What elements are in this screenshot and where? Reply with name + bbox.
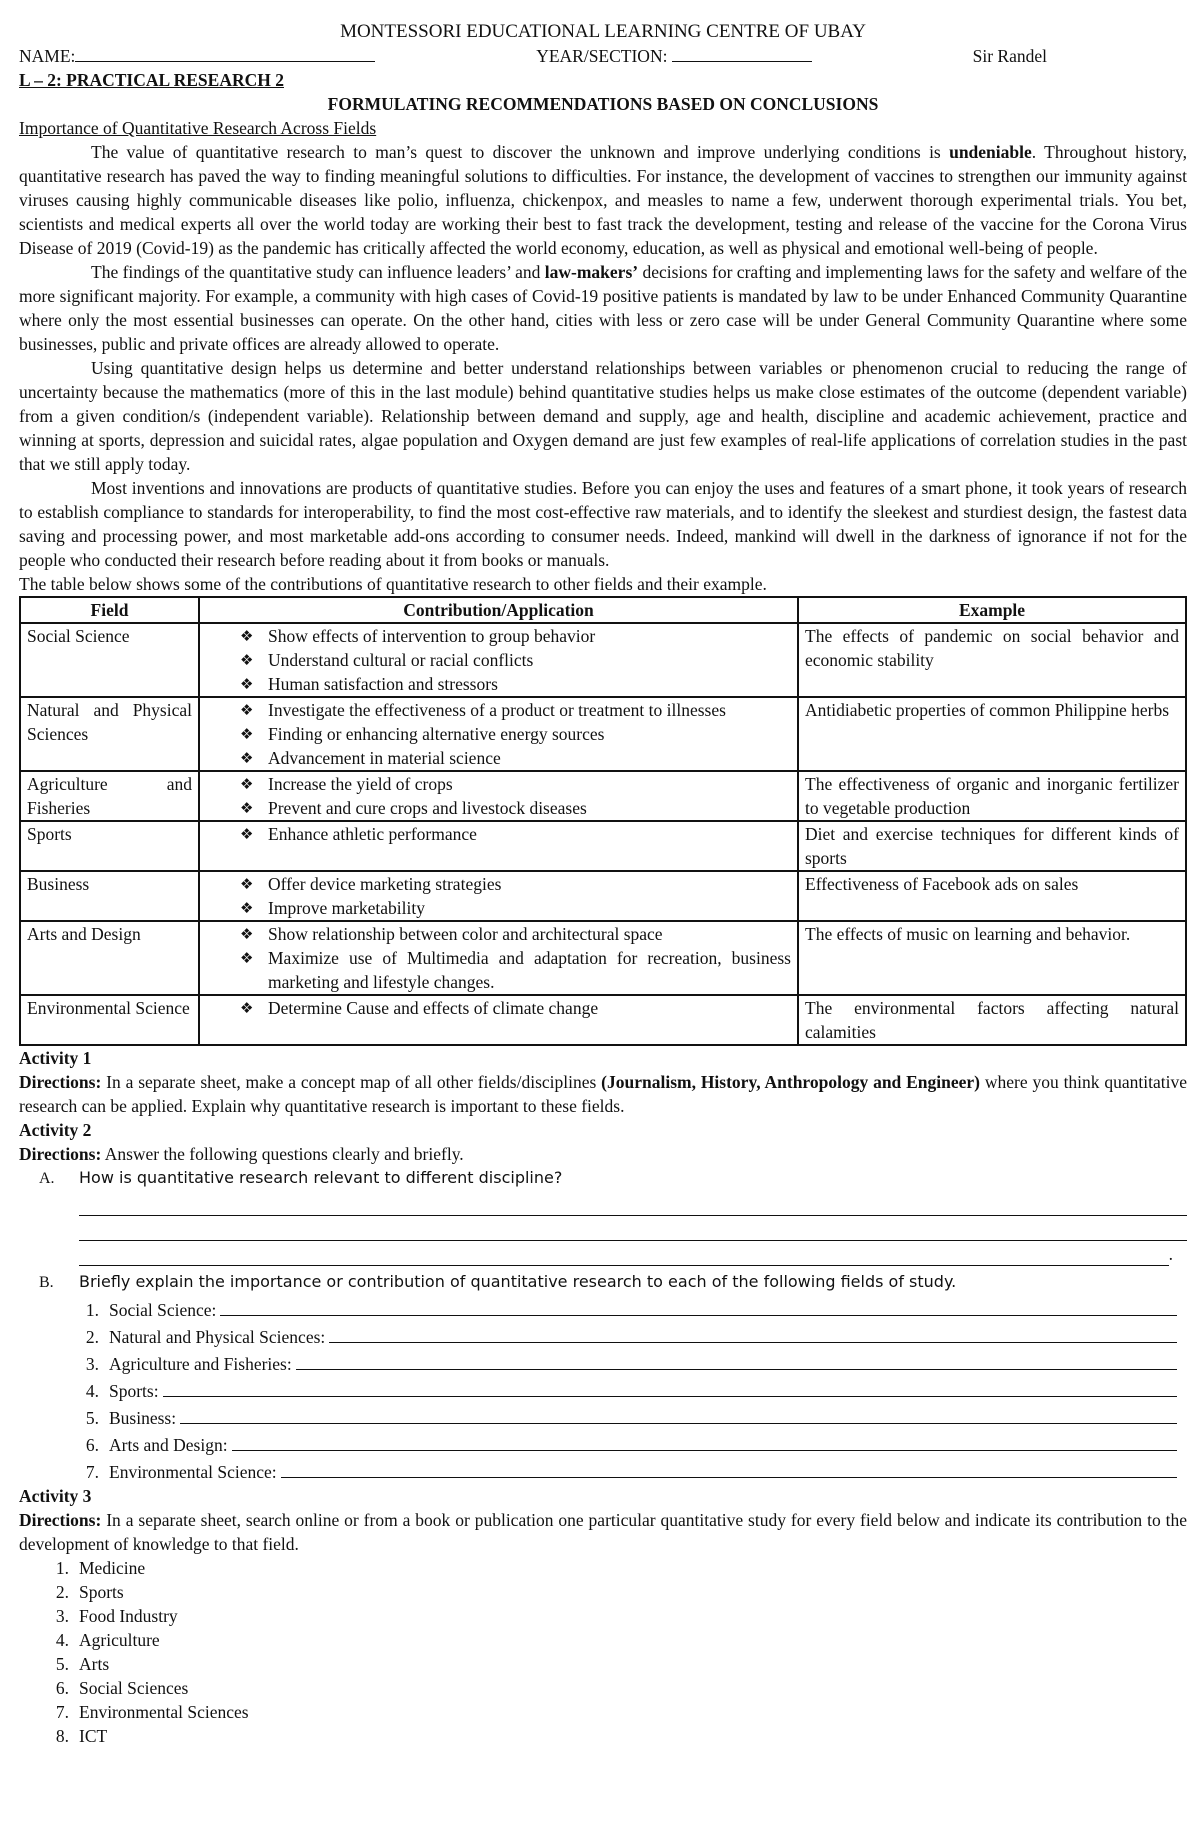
- contribution-item: ❖ Investigate the effectiveness of a product or treatment to illnesses: [240, 698, 791, 722]
- contribution-item: ❖ Determine Cause and effects of climate change: [240, 996, 791, 1020]
- item-number: 7.: [55, 1702, 69, 1722]
- field-label: Social Science:: [109, 1300, 217, 1320]
- field-label: Business:: [109, 1408, 177, 1428]
- item-number: 2.: [85, 1327, 99, 1347]
- activity-3-text: In a separate sheet, search online or from a book or publication one particular quantitative study for every field below and indicate its contribution to the development of knowledge to that field.: [19, 1510, 1187, 1554]
- field-answer-item: [19, 1349, 1177, 1376]
- table-row: [20, 771, 1186, 821]
- field-name: Environmental Sciences: [79, 1702, 249, 1722]
- teacher-name: Sir Randel: [972, 46, 1047, 66]
- contribution-cell: [199, 821, 798, 871]
- example-cell: The effects of pandemic on social behavior and economic stability: [798, 623, 1186, 697]
- contribution-item: ❖ Increase the yield of crops: [240, 772, 791, 796]
- contribution-list: [200, 698, 791, 770]
- directions-label: Directions:: [19, 1072, 102, 1092]
- section-subtitle: Importance of Quantitative Research Across Fields: [19, 118, 377, 138]
- field-answer-item: [19, 1322, 1177, 1349]
- field-name: Agriculture: [79, 1630, 160, 1650]
- paragraph-2: [19, 260, 1187, 356]
- table-row: [20, 995, 1186, 1045]
- field-answer-item: [19, 1403, 1177, 1430]
- contribution-item: ❖ Advancement in material science: [240, 746, 791, 770]
- list-item: [19, 1676, 1187, 1700]
- activity-1-text-a: In a separate sheet, make a concept map of all other fields/disciplines: [101, 1072, 602, 1092]
- paragraph-1-text-b: . Throughout history, quantitative research has paved the way to finding meaningful solutions to difficulties. For instance, the development of vaccines to strengthen our immunity against viruses causing highly communicable diseases like polio, influenza, chickenpox, and measles to name a few, underwent thorough experimental trials. You bet, scientists and medical experts all over the world today are working their best to fast track the development, testing and release of the vaccine for the Corona Virus Disease of 2019 (Covid-19) as the pandemic has critically affected the world economy, education, as well as physical and emotional well-being of people.: [19, 142, 1187, 258]
- field-answer-line[interactable]: [220, 1295, 1177, 1316]
- contribution-list: [200, 624, 791, 696]
- example-cell: The effects of music on learning and behavior.: [798, 921, 1186, 995]
- item-number: 5.: [55, 1654, 69, 1674]
- list-item: [19, 1700, 1187, 1724]
- field-name: Arts: [79, 1654, 110, 1674]
- table-row: [20, 821, 1186, 871]
- answer-line-1[interactable]: [79, 1191, 1187, 1216]
- name-label: NAME:: [19, 46, 76, 66]
- paragraph-2-text-b: decisions for crafting and implementing laws for the safety and welfare of the more significant majority. For example, a community with high cases of Covid-19 positive patients is mandated by law to be under Enhanced Community Quarantine where only the most essential businesses can operate. On the other hand, cities with less or zero case will be under General Community Quarantine where some businesses, public and private offices are already allowed to operate.: [19, 262, 1187, 354]
- field-name: Social Sciences: [79, 1678, 189, 1698]
- activity-2-field-list: [19, 1295, 1177, 1484]
- field-label: Sports:: [109, 1381, 159, 1401]
- field-answer-item: [19, 1376, 1177, 1403]
- contribution-cell: [199, 871, 798, 921]
- table-row: [20, 697, 1186, 771]
- list-item: [19, 1628, 1187, 1652]
- item-number: 1.: [85, 1300, 99, 1320]
- year-section-blank: [672, 45, 812, 62]
- field-cell: Business: [20, 871, 199, 921]
- directions-label: Directions:: [19, 1144, 102, 1164]
- header-contribution: Contribution/Application: [199, 597, 798, 623]
- contribution-list: [200, 772, 791, 820]
- field-label: Arts and Design:: [109, 1435, 228, 1455]
- contribution-item: ❖ Show effects of intervention to group behavior: [240, 624, 791, 648]
- item-number: 6.: [55, 1678, 69, 1698]
- field-name: ICT: [79, 1726, 108, 1746]
- contribution-item: ❖ Maximize use of Multimedia and adaptation for recreation, business marketing and lifestyle changes.: [240, 946, 791, 994]
- field-cell: Sports: [20, 821, 199, 871]
- paragraph-4: Most inventions and innovations are products of quantitative studies. Before you can enjoy the uses and features of a smart phone, it took years of research to establish compliance to standards for interoperability, to find the most cost-effective raw materials, and to identify the sleekest and sturdiest design, the fastest data saving and processing power, and most marketable add-ons according to consumer needs. Indeed, mankind will dwell in the darkness of ignorance if not for the people who conducted their research before reading about it from books or manuals.: [19, 478, 1187, 570]
- table-intro: The table below shows some of the contributions of quantitative research to other fields and their example.: [19, 574, 767, 594]
- field-cell: Natural and Physical Sciences: [20, 697, 199, 771]
- contribution-list: [200, 996, 791, 1020]
- field-answer-item: [19, 1430, 1177, 1457]
- table-row: [20, 921, 1186, 995]
- contributions-table: [19, 596, 1187, 1046]
- paragraph-1-text-a: The value of quantitative research to man’s quest to discover the unknown and improve underlying conditions is: [91, 142, 950, 162]
- field-label: Agriculture and Fisheries:: [109, 1354, 292, 1374]
- activity-1-fields: (Journalism, History, Anthropology and Engineer): [601, 1072, 981, 1092]
- field-cell: Social Science: [20, 623, 199, 697]
- contribution-item: ❖ Offer device marketing strategies: [240, 872, 791, 896]
- item-number: 1.: [55, 1558, 69, 1578]
- paragraph-2-text-a: The findings of the quantitative study can influence leaders’ and: [91, 262, 545, 282]
- contribution-item: ❖ Improve marketability: [240, 896, 791, 920]
- activity-3-title: Activity 3: [19, 1486, 92, 1506]
- question-b: [19, 1270, 1187, 1295]
- question-a-text: How is quantitative research relevant to different discipline?: [79, 1168, 563, 1187]
- field-name: Medicine: [79, 1558, 146, 1578]
- school-name: MONTESSORI EDUCATIONAL LEARNING CENTRE OF UBAY: [340, 21, 866, 42]
- field-name: Sports: [79, 1582, 124, 1602]
- item-number: 3.: [85, 1354, 99, 1374]
- activity-3-field-list: [19, 1556, 1187, 1748]
- table-body: [20, 623, 1186, 1045]
- item-number: 4.: [85, 1381, 99, 1401]
- question-b-letter: B.: [39, 1274, 54, 1291]
- contribution-item: ❖ Understand cultural or racial conflicts: [240, 648, 791, 672]
- field-answer-line[interactable]: [180, 1403, 1177, 1424]
- table-row: [20, 623, 1186, 697]
- field-answer-line[interactable]: [281, 1457, 1177, 1478]
- field-answer-item: [19, 1457, 1177, 1484]
- item-number: 2.: [55, 1582, 69, 1602]
- table-row: [20, 871, 1186, 921]
- name-blank: [75, 45, 375, 62]
- question-a-letter: A.: [39, 1170, 55, 1187]
- contribution-cell: [199, 771, 798, 821]
- list-item: [19, 1724, 1187, 1748]
- document-page: [13, 0, 1187, 1748]
- header-field: Field: [20, 597, 199, 623]
- contribution-cell: [199, 995, 798, 1045]
- list-item: [19, 1652, 1187, 1676]
- activity-2-title: Activity 2: [19, 1120, 92, 1140]
- year-section-field: [536, 44, 812, 68]
- item-number: 4.: [55, 1630, 69, 1650]
- item-number: 8.: [55, 1726, 69, 1746]
- answer-period: .: [1168, 1244, 1173, 1264]
- answer-line-3[interactable]: [79, 1241, 1169, 1266]
- contribution-item: ❖ Prevent and cure crops and livestock diseases: [240, 796, 791, 820]
- field-answer-line[interactable]: [232, 1430, 1177, 1451]
- item-number: 5.: [85, 1408, 99, 1428]
- example-cell: The environmental factors affecting natural calamities: [798, 995, 1186, 1045]
- answer-line-3-wrap: [79, 1241, 1187, 1266]
- paragraph-3: Using quantitative design helps us determine and better understand relationships between variables or phenomenon crucial to reducing the range of uncertainty because the mathematics (more of this in the last module) behind quantitative studies helps us make close estimates of the outcome (dependent variable) from a given condition/s (independent variable). Relationship between demand and supply, age and health, discipline and academic achievement, practice and winning at sports, depression and suicidal rates, algae population and Oxygen demand are just few examples of real-life applications of correlation studies in the past that we still apply today.: [19, 358, 1187, 474]
- activity-1-title: Activity 1: [19, 1048, 92, 1068]
- contribution-list: [200, 822, 791, 846]
- year-section-label: YEAR/SECTION:: [536, 46, 668, 66]
- field-answer-item: [19, 1295, 1177, 1322]
- example-cell: Antidiabetic properties of common Philippine herbs: [798, 697, 1186, 771]
- field-label: Natural and Physical Sciences:: [109, 1327, 326, 1347]
- table-header-row: [20, 597, 1186, 623]
- header-example: Example: [798, 597, 1186, 623]
- contribution-item: ❖ Show relationship between color and architectural space: [240, 922, 791, 946]
- field-answer-line[interactable]: [296, 1349, 1177, 1370]
- contribution-cell: [199, 921, 798, 995]
- example-cell: The effectiveness of organic and inorganic fertilizer to vegetable production: [798, 771, 1186, 821]
- contribution-list: [200, 872, 791, 920]
- item-number: 7.: [85, 1462, 99, 1482]
- list-item: [19, 1580, 1187, 1604]
- activity-2-text: Answer the following questions clearly and briefly.: [101, 1144, 464, 1164]
- course-title: L – 2: PRACTICAL RESEARCH 2: [19, 70, 284, 90]
- directions-label: Directions:: [19, 1510, 102, 1530]
- activity-1-text-b: where you think quantitative research can be applied. Explain why quantitative research is important to these fields.: [19, 1072, 1187, 1116]
- activity-1-directions: [19, 1070, 1187, 1118]
- name-field: [19, 44, 375, 68]
- contribution-item: ❖ Finding or enhancing alternative energy sources: [240, 722, 791, 746]
- contribution-list: [200, 922, 791, 994]
- field-cell: Environmental Science: [20, 995, 199, 1045]
- field-answer-line[interactable]: [329, 1322, 1177, 1343]
- item-number: 6.: [85, 1435, 99, 1455]
- field-cell: Arts and Design: [20, 921, 199, 995]
- paragraph-2-emphasis: law-makers’: [544, 262, 639, 282]
- field-name: Food Industry: [79, 1606, 178, 1626]
- activity-2-directions: [19, 1142, 1187, 1166]
- example-cell: Diet and exercise techniques for different kinds of sports: [798, 821, 1186, 871]
- list-item: [19, 1556, 1187, 1580]
- list-item: [19, 1604, 1187, 1628]
- contribution-item: ❖ Human satisfaction and stressors: [240, 672, 791, 696]
- field-answer-line[interactable]: [163, 1376, 1177, 1397]
- item-number: 3.: [55, 1606, 69, 1626]
- header-fields: [19, 44, 1187, 68]
- contribution-item: ❖ Enhance athletic performance: [240, 822, 791, 846]
- contribution-cell: [199, 697, 798, 771]
- example-cell: Effectiveness of Facebook ads on sales: [798, 871, 1186, 921]
- contribution-cell: [199, 623, 798, 697]
- lesson-title: FORMULATING RECOMMENDATIONS BASED ON CONCLUSIONS: [327, 94, 879, 114]
- question-a: [19, 1166, 1187, 1191]
- answer-line-2[interactable]: [79, 1216, 1187, 1241]
- paragraph-1-emphasis: undeniable: [949, 142, 1032, 162]
- field-label: Environmental Science:: [109, 1462, 277, 1482]
- field-cell: Agriculture and Fisheries: [20, 771, 199, 821]
- activity-3-directions: [19, 1508, 1187, 1556]
- question-b-text: Briefly explain the importance or contribution of quantitative research to each of the following fields of study.: [79, 1272, 957, 1291]
- paragraph-1: [19, 140, 1187, 260]
